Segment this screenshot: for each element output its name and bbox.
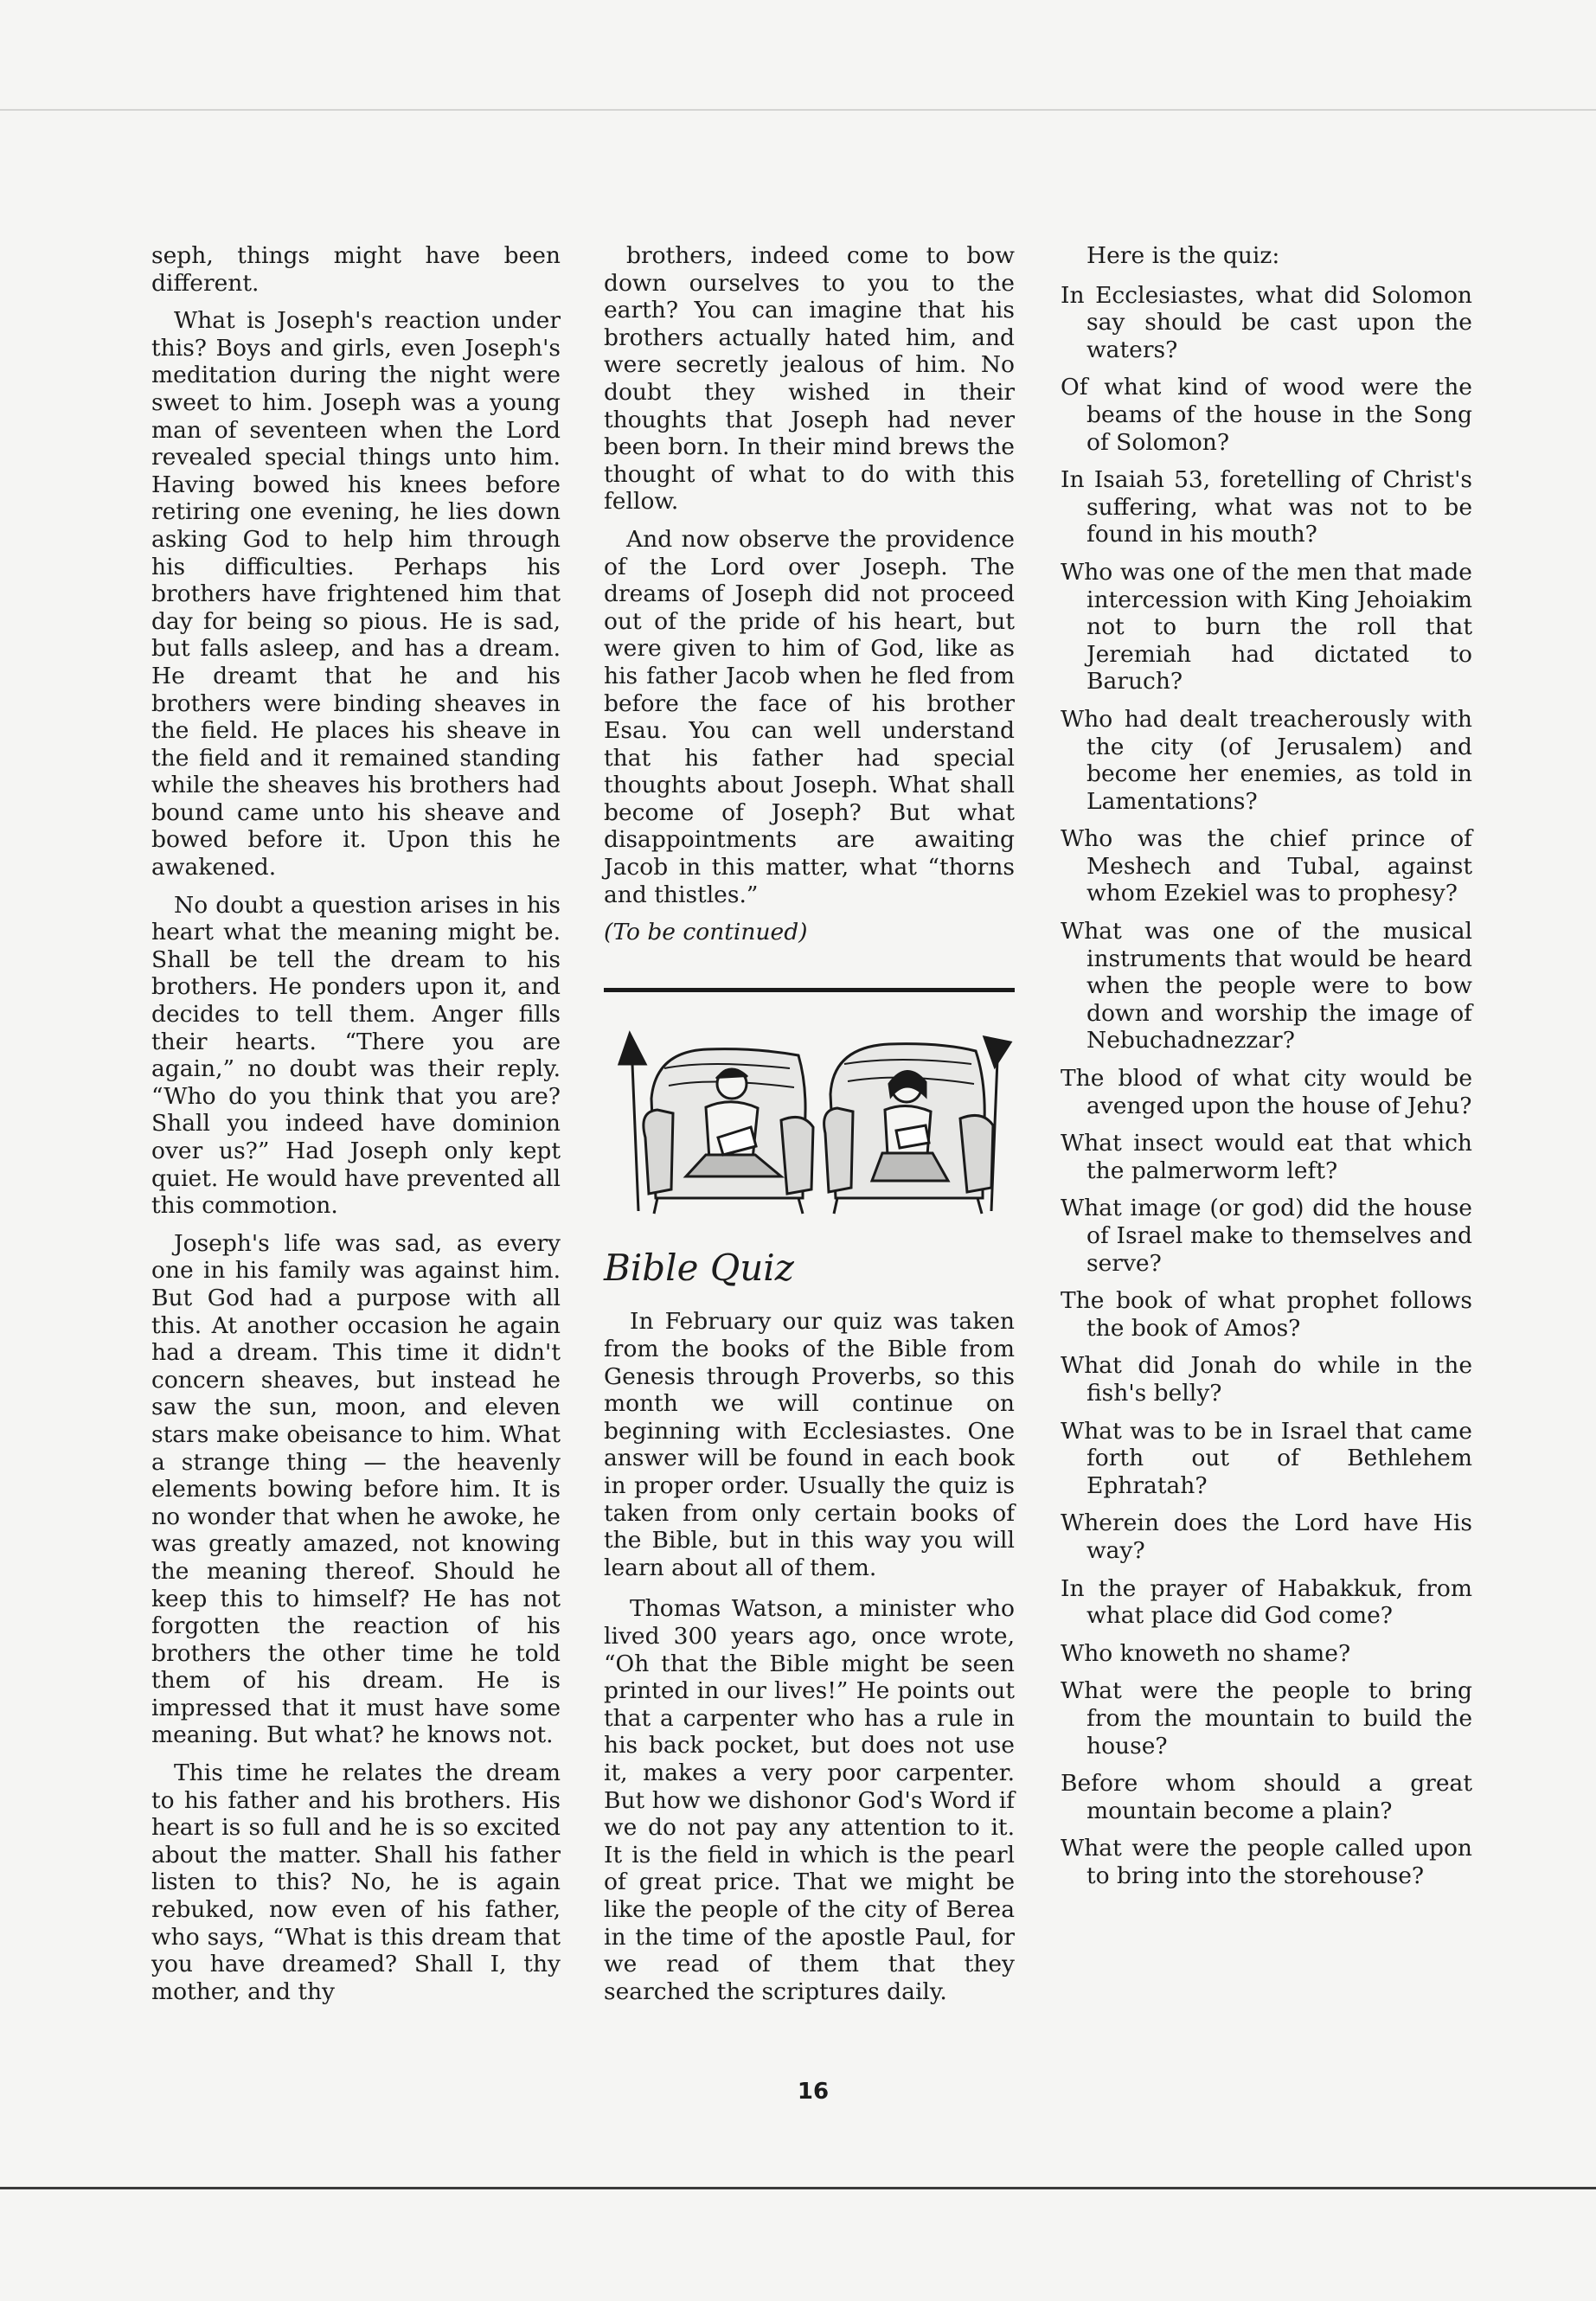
quiz-question: The blood of what city would be avenged upon the house of Jehu? [1061, 1065, 1472, 1119]
quiz-question: What were the people called upon to bring into the storehouse? [1061, 1835, 1472, 1889]
quiz-question: In Isaiah 53, foretelling of Christ's suffering, what was not to be found in his mouth? [1061, 466, 1472, 548]
top-edge-line [0, 109, 1596, 111]
quiz-question: What did Jonah do while in the fish's belly? [1061, 1352, 1472, 1407]
bottom-edge-line [0, 2187, 1596, 2189]
quiz-intro-paragraph: In February our quiz was taken from the books of the Bible from Genesis through Proverbs, so this month we will continue on beginning with Ecclesiastes. One answer will be found in each book in proper order. Usually the quiz is taken from only certain books of the Bible, but in this way you will learn about all of them. [604, 1308, 1015, 1581]
quiz-question: Who had dealt treacherously with the city (of Jerusalem) and become her enemies, as told in Lamentations? [1061, 705, 1472, 815]
story-paragraph: And now observe the providence of the Lord over Joseph. The dreams of Joseph did not proceed out of the pride of his heart, but were given to him of God, like as his father Jacob when he fled from before the face of his brother Esau. You can well understand that his father had special thoughts about Joseph. What shall become of Joseph? But what disappointments are awaiting Jacob in this matter, what “thorns and thistles.” [604, 525, 1015, 908]
quiz-question: Who knoweth no shame? [1061, 1639, 1351, 1667]
quiz-question: What was to be in Israel that came forth out of Bethlehem Ephratah? [1061, 1417, 1472, 1499]
section-divider [604, 988, 1015, 992]
column-quiz-questions [1061, 242, 1472, 1900]
page-number: 16 [797, 2079, 830, 2105]
story-paragraph: This time he relates the dream to his father and his brothers. His heart is so full and he is so excited about the matter. Shall his father listen to this? No, he is again rebuked, now even of his father, who says, “What is this dream that you have dreamed? Shall I, thy mother, and thy [151, 1759, 561, 2005]
story-paragraph: brothers, indeed come to bow down ourselves to you to the earth? You can imagine that his brothers actually hated him, and were secretly jealous of him. No doubt they wished in their thoughts that Joseph had never been born. In their mind brews the thought of what to do with this fellow. [604, 242, 1015, 516]
column-joseph-story [151, 242, 561, 2016]
quiz-question: Wherein does the Lord have His way? [1061, 1509, 1472, 1564]
quiz-question: What were the people to bring from the mountain to build the house? [1061, 1677, 1472, 1759]
story-paragraph: Joseph's life was sad, as every one in his family was against him. But God had a purpose with all this. At another occasion he again had a dream. This time it didn't concern sheaves, but instead he saw the sun, moon, and eleven stars make obeisance to him. What a strange thing — the heavenly elements bowing before him. It is no wonder that when he awoke, he was greatly amazed, not knowing the meaning thereof. Should he keep this to himself? He has not forgotten the reaction of his brothers the other time he told them of his dream. He is impressed that it must have some meaning. But what? he knows not. [151, 1229, 561, 1749]
quiz-question: The book of what prophet follows the book of Amos? [1061, 1287, 1472, 1342]
quiz-question: What insect would eat that which the palmerworm left? [1061, 1130, 1472, 1184]
column-story-and-quiz-intro [604, 242, 1015, 2019]
quiz-intro-paragraph: Thomas Watson, a minister who lived 300 years ago, once wrote, “Oh that the Bible might be seen printed in our lives!” He points out that a carpenter who has a rule in his back pocket, but does not use it, makes a very poor carpenter. But how we dishonor God's Word if we do not pay any attention to it. It is the field in which is the pearl of great price. That we might be like the people of the city of Berea in the time of the apostle Paul, for we read of them that they searched the scriptures daily. [604, 1595, 1015, 2005]
quiz-question: In Ecclesiastes, what did Solomon say should be cast upon the waters? [1061, 281, 1472, 363]
story-paragraph: What is Joseph's reaction under this? Boys and girls, even Joseph's meditation during the night were sweet to him. Joseph was a young man of seventeen when the Lord revealed special things unto him. Having bowed his knees before retiring one evening, he lies down asking God to help him through his difficulties. Perhaps his brothers have frightened him that day for being so pious. He is sad, but falls asleep, and has a dream. He dreamt that he and his brothers were binding sheaves in the field. He places his sheave in the field and it remained standing while the sheaves his brothers had bound came unto his sheave and bowed before it. Upon this he awakened. [151, 307, 561, 881]
quiz-question: Who was the chief prince of Meshech and Tubal, against whom Ezekiel was to prophesy? [1061, 825, 1472, 907]
reading-children-illustration [604, 1016, 1015, 1215]
quiz-heading: Here is the quiz: [1086, 242, 1280, 269]
quiz-question: Before whom should a great mountain become a plain? [1061, 1770, 1472, 1824]
quiz-question: Of what kind of wood were the beams of the house in the Song of Solomon? [1061, 374, 1472, 456]
quiz-question: What was one of the musical instruments that would be heard when the people were to bow down and worship the image of Nebuchadnezzar? [1061, 918, 1472, 1054]
story-paragraph: No doubt a question arises in his heart what the meaning might be. Shall be tell the dream to his brothers. He ponders upon it, and decides to tell them. Anger fills their hearts. “There you are again,” no doubt was their reply. “Who do you think that you are? Shall you indeed have dominion over us?” Had Joseph only kept quiet. He would have prevented all this commotion. [151, 891, 561, 1220]
quiz-question: What image (or god) did the house of Israel make to themselves and serve? [1061, 1195, 1472, 1277]
quiz-question: Who was one of the men that made intercession with King Jehoiakim not to burn the roll that Jeremiah had dictated to Baruch? [1061, 558, 1472, 695]
story-paragraph: seph, things might have been different. [151, 242, 561, 297]
quiz-question-list [1061, 282, 1472, 1890]
to-be-continued-note: (To be continued) [604, 919, 808, 946]
quiz-title: Bible Quiz [604, 1247, 794, 1290]
quiz-question: In the prayer of Habakkuk, from what place did God come? [1061, 1574, 1472, 1630]
